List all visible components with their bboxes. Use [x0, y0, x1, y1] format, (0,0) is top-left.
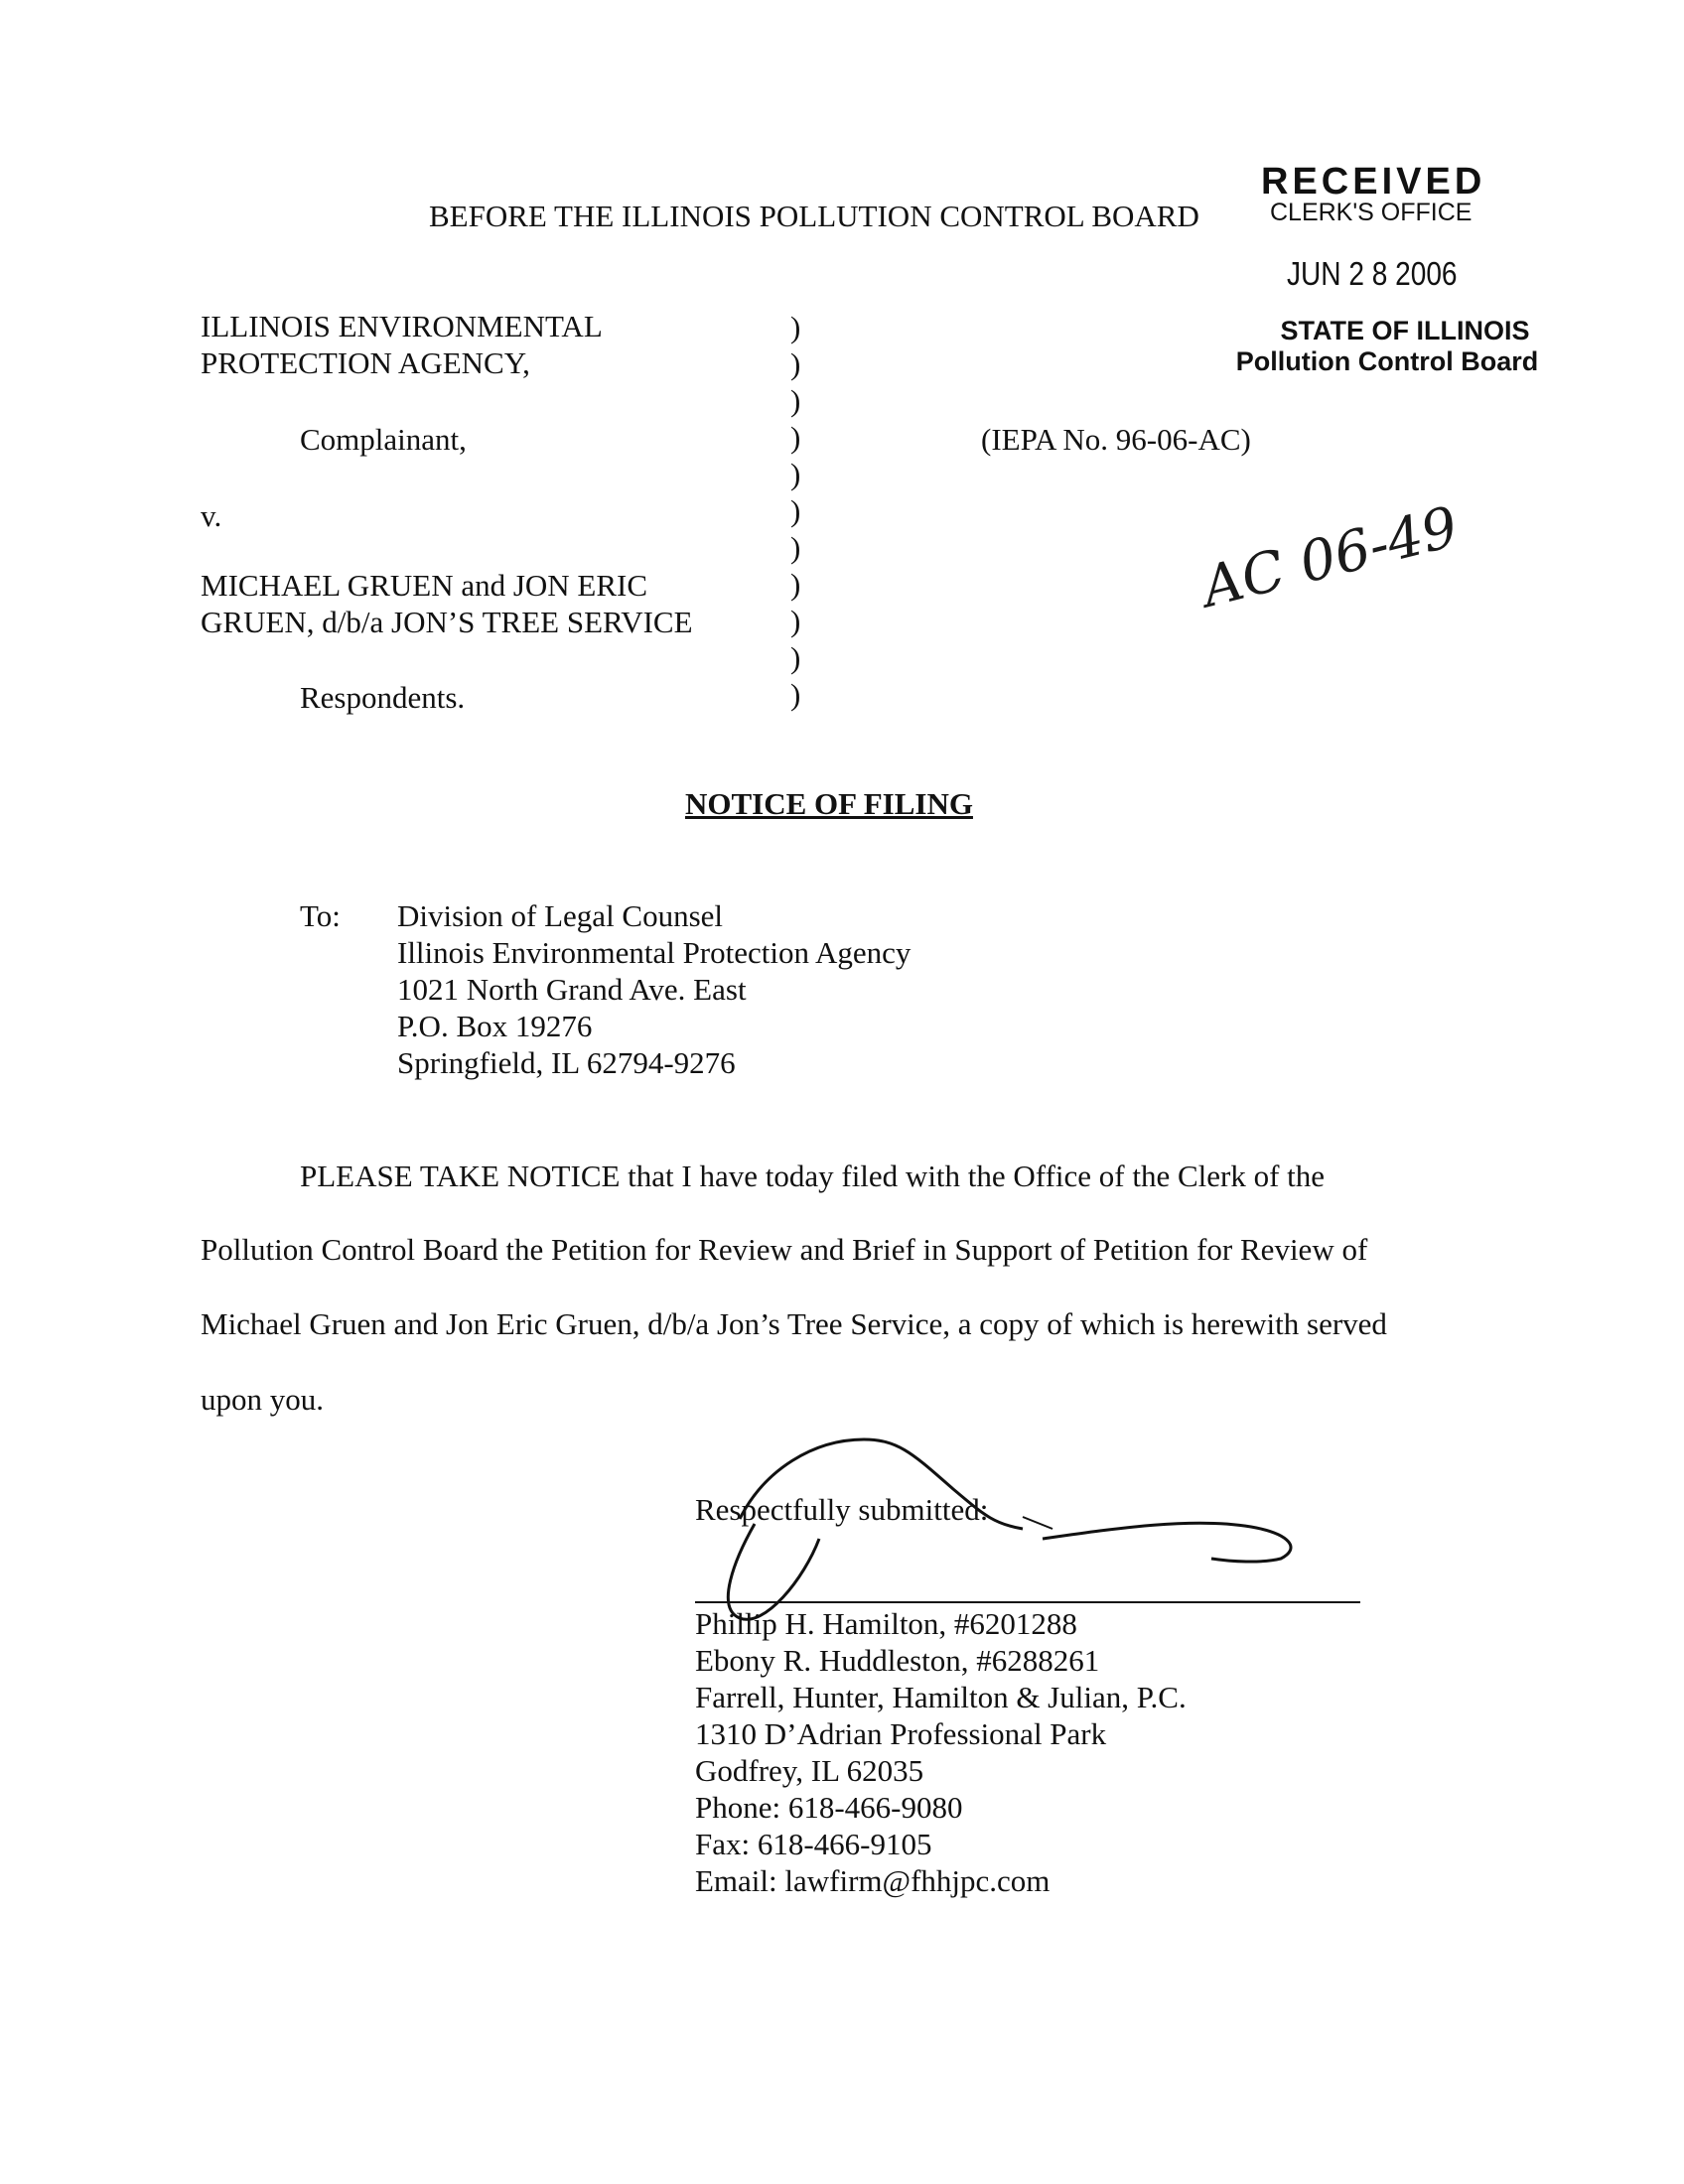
body-line: upon you.	[201, 1382, 324, 1417]
stamp-received: RECEIVED	[1261, 161, 1486, 203]
stamp-state: STATE OF ILLINOIS	[1280, 316, 1530, 345]
address-line: Illinois Environmental Protection Agency	[397, 935, 912, 970]
signature-line	[695, 1601, 1360, 1603]
versus: v.	[201, 498, 222, 533]
stamp-board: Pollution Control Board	[1235, 346, 1539, 376]
caption-paren: )	[790, 604, 801, 638]
closing: Respectfully submitted:	[695, 1492, 989, 1527]
caption-paren: )	[790, 640, 801, 675]
complainant-name-line2: PROTECTION AGENCY,	[201, 345, 530, 380]
body-line: Michael Gruen and Jon Eric Gruen, d/b/a Jon’s Tree Service, a copy of which is herewith served	[201, 1306, 1387, 1341]
body-line: PLEASE TAKE NOTICE that I have today filed with the Office of the Clerk of the	[300, 1159, 1326, 1193]
caption-paren: )	[790, 420, 801, 455]
signature-block-line: Fax: 618-466-9105	[695, 1827, 932, 1861]
signature-block-line: Phillip H. Hamilton, #6201288	[695, 1606, 1077, 1641]
caption-paren: )	[790, 493, 801, 528]
signature-block-line: Ebony R. Huddleston, #6288261	[695, 1643, 1100, 1678]
respondent-name-line1: MICHAEL GRUEN and JON ERIC	[201, 568, 648, 603]
complainant-name-line1: ILLINOIS ENVIRONMENTAL	[201, 309, 603, 343]
signature-block-line: Farrell, Hunter, Hamilton & Julian, P.C.	[695, 1680, 1187, 1714]
signature-block-line: Godfrey, IL 62035	[695, 1753, 924, 1788]
caption-paren: )	[790, 530, 801, 565]
caption-paren: )	[790, 383, 801, 418]
notice-title: NOTICE OF FILING	[685, 786, 973, 821]
signature-block-line: Phone: 618-466-9080	[695, 1790, 963, 1825]
address-line: Division of Legal Counsel	[397, 898, 724, 933]
caption-paren: )	[790, 457, 801, 491]
address-line: 1021 North Grand Ave. East	[397, 972, 747, 1007]
signature-block-line: Email: lawfirm@fhhjpc.com	[695, 1863, 1051, 1898]
body-line: Pollution Control Board the Petition for Review and Brief in Support of Petition for Review of	[201, 1232, 1368, 1267]
complainant-role: Complainant,	[300, 422, 467, 457]
case-number: (IEPA No. 96-06-AC)	[981, 422, 1251, 457]
address-line: Springfield, IL 62794-9276	[397, 1045, 736, 1080]
stamp-clerks-office: CLERK'S OFFICE	[1270, 199, 1473, 226]
caption-paren: )	[790, 567, 801, 602]
to-label: To:	[300, 898, 341, 933]
handwritten-docket-number: AC 06-49	[1195, 494, 1465, 620]
signature-block-line: 1310 D’Adrian Professional Park	[695, 1716, 1107, 1751]
respondent-name-line2: GRUEN, d/b/a JON’S TREE SERVICE	[201, 605, 693, 639]
address-line: P.O. Box 19276	[397, 1009, 593, 1043]
caption-paren: )	[790, 677, 801, 712]
caption-paren: )	[790, 346, 801, 381]
respondent-role: Respondents.	[300, 680, 466, 715]
caption-paren: )	[790, 310, 801, 344]
signature-scribble	[695, 1400, 1331, 1628]
stamp-date: JUN 2 8 2006	[1287, 255, 1458, 292]
board-title: BEFORE THE ILLINOIS POLLUTION CONTROL BOARD	[429, 199, 1199, 233]
